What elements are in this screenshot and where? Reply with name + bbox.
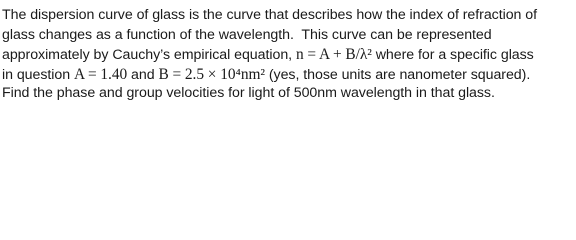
text-segment: Find the phase and group velocities for light of 500nm wavelength in that glass. bbox=[2, 85, 495, 102]
text-segment: where for a specific glass bbox=[371, 47, 534, 64]
coefficient-b: B = 2.5 × 10⁴nm² bbox=[158, 65, 265, 83]
problem-text bbox=[2, 6, 574, 104]
text-line-4 bbox=[2, 65, 574, 85]
text-segment: in question bbox=[2, 66, 74, 83]
text-line-1 bbox=[2, 6, 574, 26]
text-segment: (yes, those units are nanometer squared). bbox=[264, 66, 531, 83]
text-segment: approximately by Cauchy’s empirical equation, bbox=[2, 47, 296, 64]
text-segment: The dispersion curve of glass is the curve that describes how the index of refraction of bbox=[2, 7, 538, 23]
text-segment: and bbox=[127, 66, 159, 83]
cauchy-equation: n = A + B/λ² bbox=[295, 46, 372, 64]
coefficient-a: A = 1.40 bbox=[73, 65, 128, 83]
text-line-5 bbox=[2, 84, 574, 104]
text-line-3 bbox=[2, 45, 574, 65]
text-segment: glass changes as a function of the wavelength. This curve can be represented bbox=[2, 26, 492, 43]
text-line-2 bbox=[2, 26, 574, 46]
